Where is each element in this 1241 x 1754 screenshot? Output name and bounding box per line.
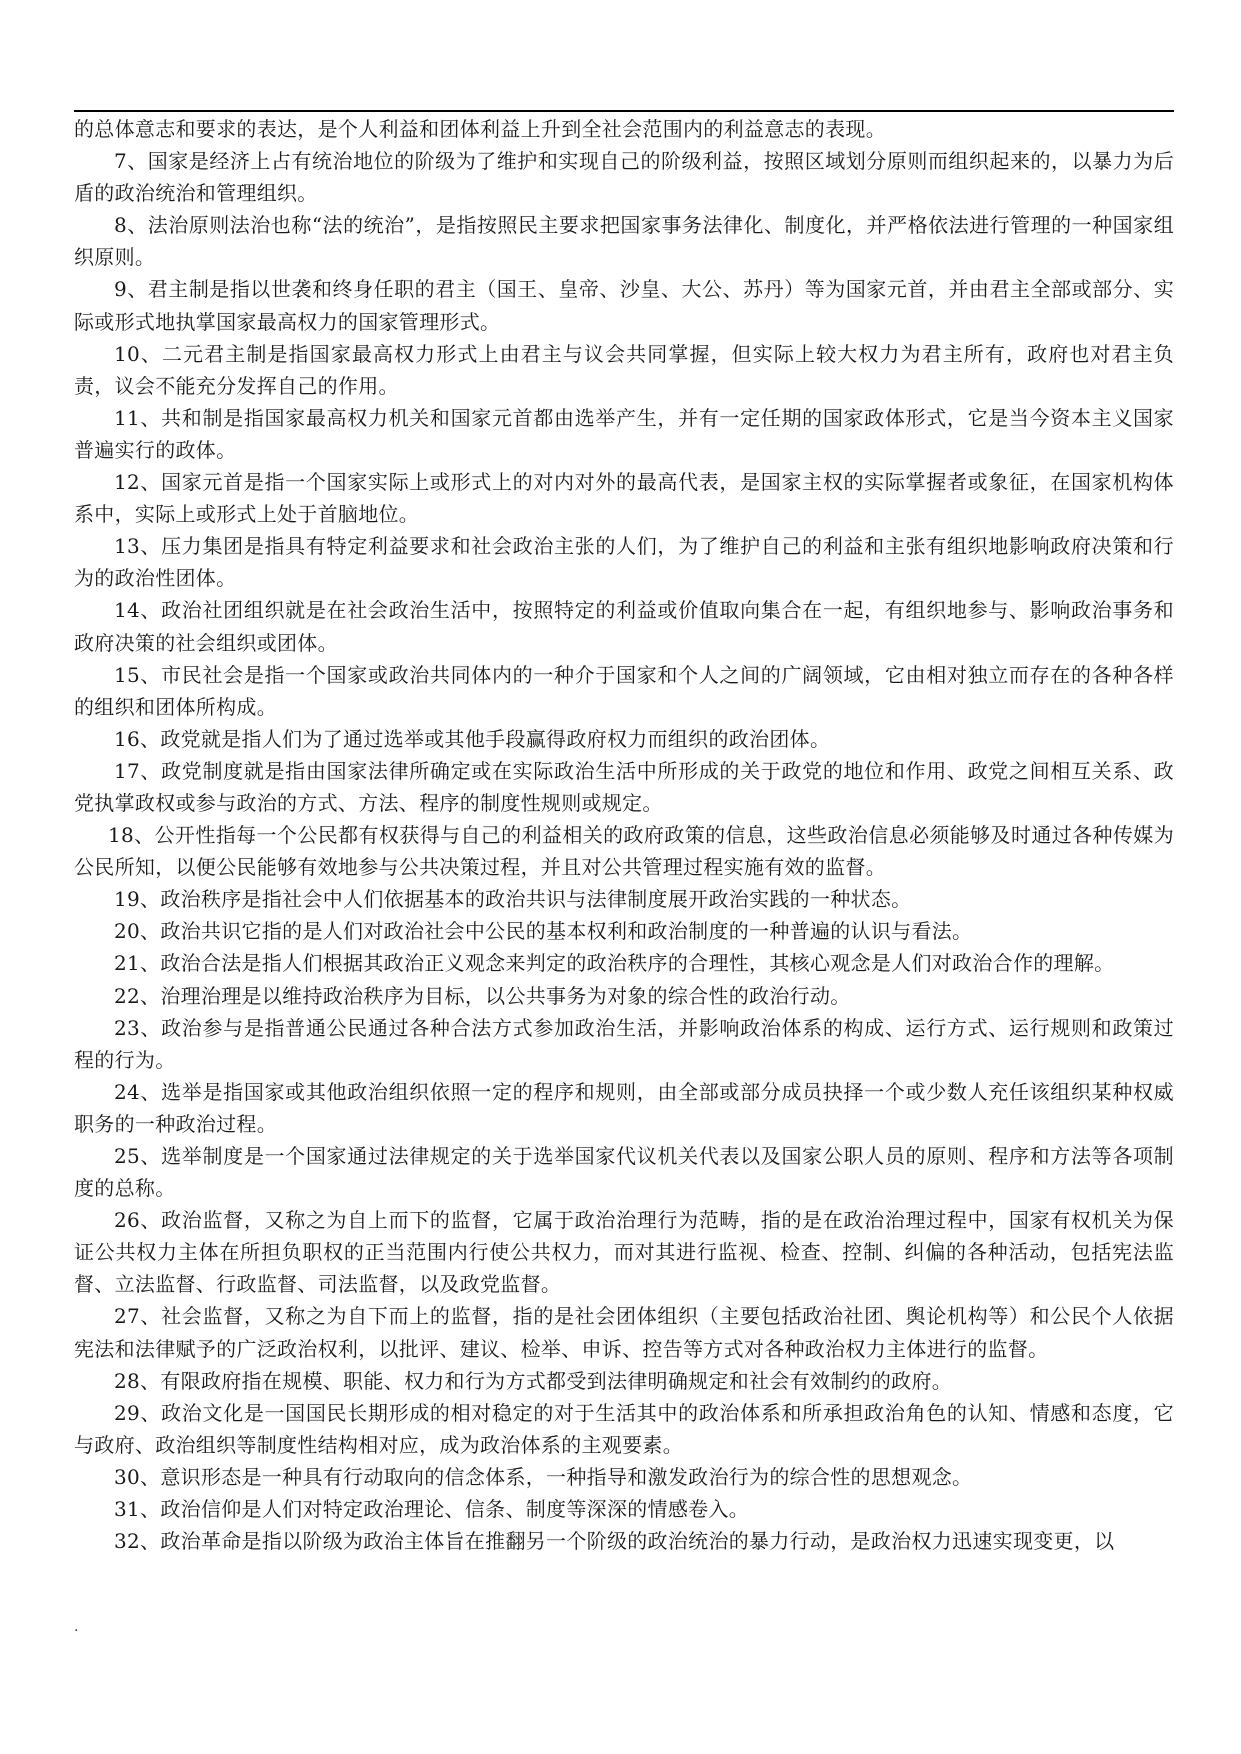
- paragraph: 28、有限政府指在规模、职能、权力和行为方式都受到法律明确规定和社会有效制约的政府。: [114, 1368, 953, 1393]
- paragraph: 15、市民社会是指一个国家或政治共同体内的一种介于国家和个人之间的广阔领域，它由相对独立而存在的各种各样的组织和团体所构成。: [74, 662, 1174, 719]
- footer-mark: .: [74, 1619, 79, 1635]
- paragraph: 8、法治原则法治也称“法的统治”，是指按照民主要求把国家事务法律化、制度化，并严格依法进行管理的一种国家组织原则。: [74, 213, 1174, 270]
- paragraph: 7、国家是经济上占有统治地位的阶级为了维护和实现自己的阶级利益，按照区域划分原则而组织起来的，以暴力为后盾的政治统治和管理组织。: [74, 149, 1174, 206]
- paragraph: 26、政治监督，又称之为自上而下的监督，它属于政治治理行为范畴，指的是在政治治理过程中，国家有权机关为保证公共权力主体在所担负职权的正当范围内行使公共权力，而对其进行监视、检查、控制、纠偏的各种活动，包括宪法监督、立法监督、行政监督、司法监督，以及政党监督。: [74, 1208, 1174, 1297]
- paragraph: 30、意识形态是一种具有行动取向的信念体系，一种指导和激发政治行为的综合性的思想观念。: [114, 1464, 973, 1489]
- paragraph: 20、政治共识它指的是人们对政治社会中公民的基本权利和政治制度的一种普遍的认识与看法。: [114, 919, 973, 944]
- header-rule: [74, 110, 1174, 112]
- paragraph: 14、政治社团组织就是在社会政治生活中，按照特定的利益或价值取向集合在一起，有组织地参与、影响政治事务和政府决策的社会组织或团体。: [74, 598, 1174, 655]
- paragraph: 16、政党就是指人们为了通过选举或其他手段赢得政府权力而组织的政治团体。: [114, 726, 831, 751]
- paragraph: 18、公开性指每一个公民都有权获得与自己的利益相关的政府政策的信息，这些政治信息必须能够及时通过各种传媒为公民所知，以便公民能够有效地参与公共决策过程，并且对公共管理过程实施有效的监督。: [74, 823, 1174, 880]
- paragraph: 12、国家元首是指一个国家实际上或形式上的对内对外的最高代表，是国家主权的实际掌握者或象征，在国家机构体系中，实际上或形式上处于首脑地位。: [74, 470, 1174, 527]
- paragraph: 24、选举是指国家或其他政治组织依照一定的程序和规则，由全部或部分成员抉择一个或少数人充任该组织某种权威职务的一种政治过程。: [74, 1079, 1174, 1136]
- paragraph: 10、二元君主制是指国家最高权力形式上由君主与议会共同掌握，但实际上较大权力为君主所有，政府也对君主负责，议会不能充分发挥自己的作用。: [74, 341, 1174, 398]
- paragraph: 11、共和制是指国家最高权力机关和国家元首都由选举产生，并有一定任期的国家政体形式，它是当今资本主义国家普遍实行的政体。: [74, 405, 1174, 462]
- paragraph: 13、压力集团是指具有特定利益要求和社会政治主张的人们，为了维护自己的利益和主张有组织地影响政府决策和行为的政治性团体。: [74, 534, 1174, 591]
- paragraph: 的总体意志和要求的表达，是个人利益和团体利益上升到全社会范围内的利益意志的表现。: [74, 117, 886, 141]
- paragraph: 22、治理治理是以维持政治秩序为目标，以公共事务为对象的综合性的政治行动。: [114, 983, 851, 1008]
- paragraph: 29、政治文化是一国国民长期形成的相对稳定的对于生活其中的政治体系和所承担政治角色的认知、情感和态度，它与政府、政治组织等制度性结构相对应，成为政治体系的主观要素。: [74, 1400, 1174, 1457]
- paragraph: 17、政党制度就是指由国家法律所确定或在实际政治生活中所形成的关于政党的地位和作用、政党之间相互关系、政党执掌政权或参与政治的方式、方法、程序的制度性规则或规定。: [74, 758, 1174, 815]
- paragraph: 21、政治合法是指人们根据其政治正义观念来判定的政治秩序的合理性，其核心观念是人们对政治合作的理解。: [114, 951, 1115, 976]
- paragraph: 9、君主制是指以世袭和终身任职的君主（国王、皇帝、沙皇、大公、苏丹）等为国家元首，并由君主全部或部分、实际或形式地执掌国家最高权力的国家管理形式。: [74, 277, 1174, 334]
- paragraph: 23、政治参与是指普通公民通过各种合法方式参加政治生活，并影响政治体系的构成、运行方式、运行规则和政策过程的行为。: [74, 1015, 1174, 1072]
- paragraph: 19、政治秩序是指社会中人们依据基本的政治共识与法律制度展开政治实践的一种状态。: [114, 887, 912, 912]
- paragraph: 31、政治信仰是人们对特定政治理论、信条、制度等深深的情感卷入。: [114, 1497, 750, 1522]
- paragraph: 27、社会监督，又称之为自下而上的监督，指的是社会团体组织（主要包括政治社团、舆论机构等）和公民个人依据宪法和法律赋予的广泛政治权利，以批评、建议、检举、申诉、控告等方式对各种政治权力主体进行的监督。: [74, 1304, 1174, 1361]
- paragraph: 32、政治革命是指以阶级为政治主体旨在推翻另一个阶级的政治统治的暴力行动，是政治权力迅速实现变更，以: [114, 1529, 1115, 1554]
- document-body: [74, 113, 1174, 1557]
- paragraph: 25、选举制度是一个国家通过法律规定的关于选举国家代议机关代表以及国家公职人员的原则、程序和方法等各项制度的总称。: [74, 1144, 1174, 1201]
